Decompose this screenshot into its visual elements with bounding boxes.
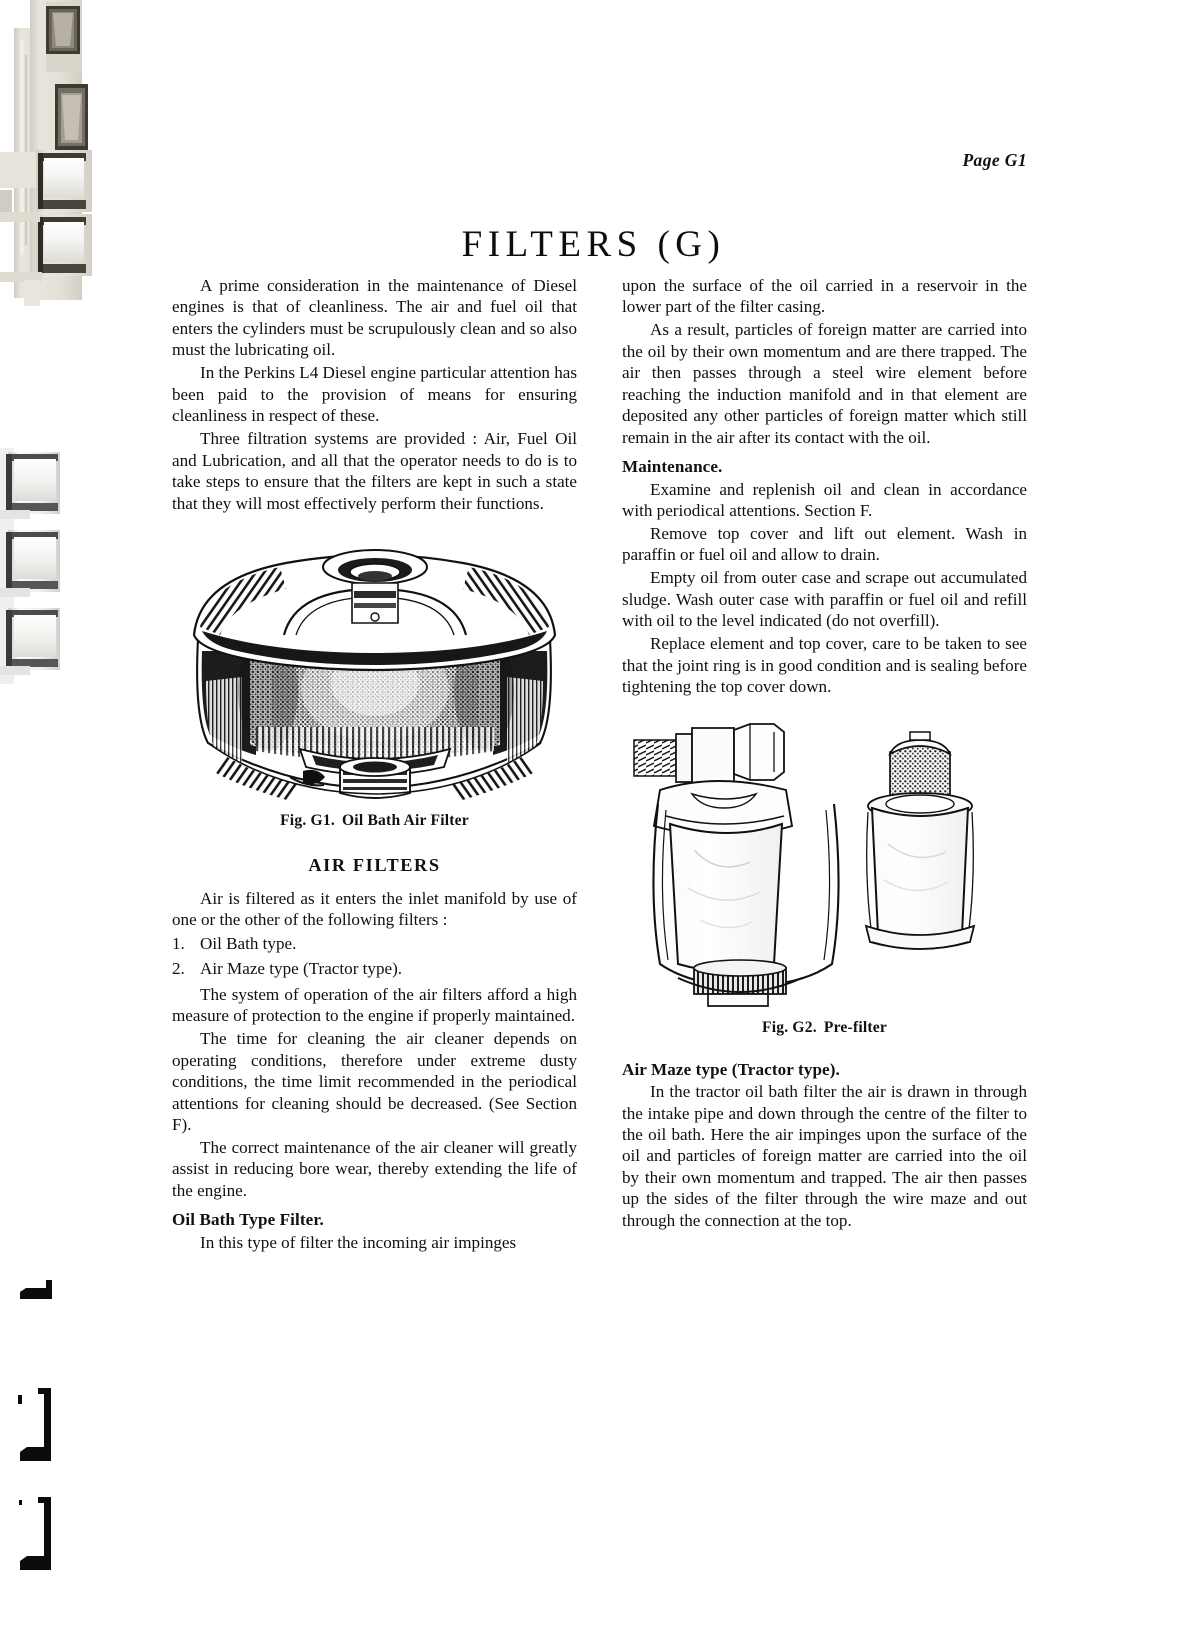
paragraph: Replace element and top cover, care to be taken to see that the joint ring is in good condition and is sealing before tightening the top cover down.: [622, 634, 1027, 697]
oil-bath-air-filter-illustration: [172, 531, 577, 803]
list-item-number: 2.: [172, 959, 185, 979]
paragraph: Empty oil from outer case and scrape out accumulated sludge. Wash outer case with paraffin or fuel oil and refill with oil to the level indicated (do not overfill).: [622, 568, 1027, 631]
figure-g1-caption: [172, 812, 577, 830]
figure-g1-label: Fig. G1.: [280, 811, 335, 829]
binder-segment-middle-rings: [0, 448, 60, 684]
figure-g2-text: Pre-filter: [823, 1018, 888, 1036]
figure-g2-label: Fig. G2.: [761, 1018, 817, 1036]
right-column: [622, 275, 1027, 1231]
figure-g2: [622, 720, 1027, 1037]
page-number-label: Page G1: [962, 150, 1027, 170]
left-column: [172, 275, 577, 1253]
paragraph: upon the surface of the oil carried in a reservoir in the lower part of the filter casing.: [622, 276, 1027, 317]
oil-bath-type-filter-heading: Oil Bath Type Filter.: [172, 1210, 324, 1230]
paragraph: In the tractor oil bath filter the air is drawn in through the intake pipe and down through the centre of the filter to the oil bath. Here the air impinges upon the surface of the oil and particles of foreign matter are carried into the oil by their own momentum and trapped. The air then passes up the sides of the filter through the wire maze and out through the connection at the top.: [622, 1082, 1027, 1230]
list-item-label: Oil Bath type.: [200, 933, 297, 953]
binder-segment-bottom-hooks: [18, 1280, 52, 1570]
list-item-label: Air Maze type (Tractor type).: [200, 959, 403, 979]
paragraph: In the Perkins L4 Diesel engine particular attention has been paid to the provision of means for ensuring cleanliness in respect of these.: [172, 363, 577, 426]
paragraph: The time for cleaning the air cleaner depends on operating conditions, therefore under extreme dusty conditions, the time limit recommended in the periodical attentions for cleaning should be decreased. (See Section F).: [172, 1029, 577, 1135]
list-item: [172, 933, 577, 954]
paragraph: The correct maintenance of the air cleaner will greatly assist in reducing bore wear, thereby extending the life of the engine.: [172, 1137, 577, 1200]
figure-g1: [172, 531, 577, 830]
air-filters-heading: AIR FILTERS: [308, 854, 441, 875]
paragraph: A prime consideration in the maintenance of Diesel engines is that of cleanliness. The air and fuel oil that enters the cylinders must be scrupulously clean and so also must the lubricating oil.: [172, 276, 577, 360]
figure-g2-caption: [622, 1019, 1027, 1037]
list-item-number: 1.: [172, 933, 185, 953]
paragraph: The system of operation of the air filters afford a high measure of protection to the engine if properly maintained.: [172, 984, 577, 1026]
paragraph: Air is filtered as it enters the inlet manifold by use of one or the other of the following filters :: [172, 888, 577, 930]
list-item: [172, 958, 577, 979]
paragraph: Three filtration systems are provided : Air, Fuel Oil and Lubrication, and all that the operator needs to do is to take steps to ensure that the filters are kept in such a state that they will most effectively perform their functions.: [172, 429, 577, 513]
paragraph: Examine and replenish oil and clean in accordance with periodical attentions. Section F.: [622, 479, 1027, 521]
filter-type-list: [172, 933, 577, 980]
paragraph: As a result, particles of foreign matter are carried into the oil by their own momentum and are there trapped. The air then passes through a steel wire element before reaching the induction manifold and in that element are deposited any other particles of foreign matter which still remain in the air after its contact with the oil.: [622, 320, 1027, 447]
page-title: FILTERS (G): [461, 223, 726, 265]
maintenance-heading: Maintenance.: [622, 457, 723, 477]
paragraph: Remove top cover and lift out element. Wash in paraffin or fuel oil and allow to drain.: [622, 523, 1027, 565]
paragraph: In this type of filter the incoming air impinges: [200, 1232, 517, 1252]
figure-g1-text: Oil Bath Air Filter: [341, 811, 469, 829]
air-maze-type-heading: Air Maze type (Tractor type).: [622, 1059, 840, 1079]
pre-filter-illustration: [622, 720, 1027, 1010]
